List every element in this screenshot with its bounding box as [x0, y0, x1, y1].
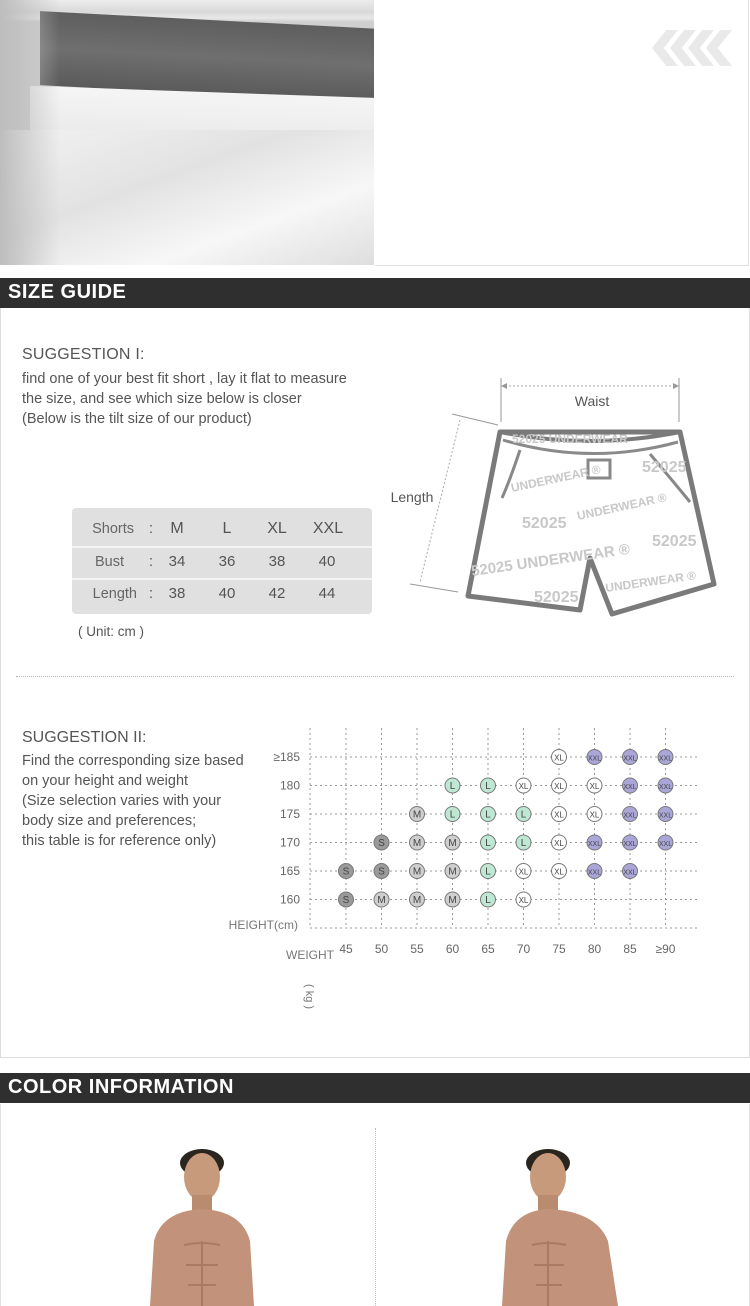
size-marker-m [374, 892, 389, 907]
svg-text:XL: XL [554, 810, 564, 820]
section-divider [16, 676, 734, 677]
weight-tick-label: 80 [587, 942, 602, 956]
svg-text:L: L [520, 838, 527, 849]
suggestion-2-line: (Size selection varies with your [22, 793, 222, 809]
size-guide-title: SIZE GUIDE [8, 281, 127, 303]
svg-text:XL: XL [589, 782, 600, 791]
shorts-diagram [380, 370, 725, 630]
size-marker-s [339, 892, 354, 907]
height-tick-label: 170 [279, 835, 300, 850]
svg-text:L: L [485, 838, 491, 849]
svg-text:M: M [448, 838, 457, 849]
size-value-cell: 34 [168, 553, 186, 570]
svg-text:XL: XL [554, 839, 564, 848]
svg-text:XXL: XXL [587, 755, 602, 763]
size-marker-xl [587, 807, 602, 822]
color-information-title: COLOR INFORMATION [8, 1076, 234, 1098]
chevrons-left-icon [652, 30, 732, 66]
size-marker-s [374, 835, 389, 850]
size-table [72, 508, 372, 614]
svg-text:XXL: XXL [623, 755, 637, 763]
waist-label: Waist [574, 393, 610, 409]
weight-tick-label: 85 [623, 942, 637, 956]
svg-text:L: L [449, 809, 456, 821]
brand-print: UNDERWEAR ® [604, 568, 697, 595]
size-table-header-row [72, 513, 372, 545]
svg-text:XXL: XXL [587, 841, 602, 848]
size-marker-xl [552, 864, 567, 879]
model-photo-right [496, 1145, 626, 1306]
size-marker-l [516, 807, 531, 822]
size-value-cell: 40 [318, 553, 336, 570]
size-cell: XXL [312, 520, 344, 537]
svg-text:XL: XL [554, 782, 564, 791]
size-marker-xxl [623, 778, 638, 793]
size-marker-xl [516, 892, 531, 907]
svg-text:XL: XL [554, 753, 564, 763]
height-weight-chart [220, 720, 720, 1010]
size-marker-m [445, 864, 460, 879]
color-divider [375, 1128, 376, 1306]
svg-text:XXL: XXL [658, 812, 673, 820]
svg-text:S: S [378, 866, 385, 878]
size-marker-s [374, 864, 389, 879]
svg-text:M: M [377, 895, 386, 906]
size-marker-l [445, 807, 460, 822]
size-table-row-length [72, 578, 372, 610]
svg-text:M: M [448, 895, 457, 906]
size-marker-s [339, 864, 354, 879]
height-tick-label: 165 [279, 864, 300, 878]
size-value-cell: 36 [218, 553, 236, 570]
size-marker-xxl [623, 807, 638, 822]
size-marker-xxl [658, 778, 673, 793]
size-guide-header [0, 278, 750, 308]
brand-print: UNDERWEAR ® [509, 462, 602, 495]
weight-tick-label: 70 [516, 942, 531, 956]
weight-tick-label: 65 [481, 942, 495, 956]
size-table-row-label: Length [92, 586, 137, 602]
svg-text:L: L [485, 895, 491, 906]
model-photo-left [140, 1145, 260, 1306]
svg-text:XXL: XXL [658, 755, 673, 763]
size-value-cell: 40 [218, 585, 236, 602]
fabric-shadow [0, 0, 60, 265]
suggestion-2-line: this table is for reference only) [22, 833, 217, 849]
size-marker-xxl [658, 750, 673, 765]
suggestion-1-title: SUGGESTION I: [22, 346, 145, 363]
size-marker-xxl [623, 835, 638, 850]
size-marker-l [481, 835, 496, 850]
size-marker-l [481, 864, 496, 879]
svg-text:M: M [448, 866, 457, 878]
suggestion-1-line: the size, and see which size below is closer [22, 391, 302, 407]
size-table-colon: : [148, 553, 154, 570]
svg-text:XXL: XXL [623, 869, 637, 877]
svg-text:XXL: XXL [623, 812, 637, 820]
size-marker-m [410, 892, 425, 907]
svg-text:S: S [378, 838, 385, 849]
suggestion-2-line: body size and preferences; [22, 813, 197, 829]
brand-print: 52025 [534, 589, 579, 606]
svg-text:M: M [412, 895, 422, 906]
svg-text:L: L [520, 809, 527, 821]
size-value-cell: 38 [268, 553, 286, 570]
size-marker-xl [516, 778, 531, 793]
size-marker-xxl [658, 835, 673, 850]
brand-print: 52025 UNDERWEAR [512, 432, 628, 446]
size-marker-xxl [587, 750, 602, 765]
svg-text:S: S [342, 895, 350, 906]
size-marker-xl [552, 778, 567, 793]
size-marker-xl [587, 778, 602, 793]
size-marker-xl [552, 807, 567, 822]
weight-unit-label: ( kg ) [303, 984, 315, 1010]
size-cell: M [170, 520, 184, 537]
size-marker-l [445, 778, 460, 793]
size-marker-xxl [587, 835, 602, 850]
size-marker-m [445, 835, 460, 850]
svg-text:XL: XL [589, 810, 600, 820]
svg-text:XXL: XXL [658, 841, 673, 848]
svg-text:L: L [485, 809, 491, 821]
size-value-cell: 44 [318, 585, 336, 602]
svg-text:XL: XL [518, 896, 529, 905]
suggestion-2-line: Find the corresponding size based [22, 753, 244, 769]
size-value-cell: 42 [268, 585, 286, 602]
size-marker-m [410, 807, 425, 822]
size-marker-m [410, 835, 425, 850]
svg-text:XXL: XXL [587, 869, 602, 877]
weight-tick-label: 55 [410, 942, 424, 956]
suggestion-1-line: (Below is the tilt size of our product) [22, 411, 252, 427]
suggestion-2-title: SUGGESTION II: [22, 729, 147, 746]
suggestion-2-line: on your height and weight [22, 773, 189, 789]
size-marker-xxl [587, 864, 602, 879]
weight-tick-label: ≥90 [655, 942, 676, 956]
size-table-row-label: Bust [94, 554, 124, 570]
size-table-colon: : [148, 585, 154, 602]
size-table-header-label: Shorts [92, 521, 134, 537]
size-marker-m [410, 864, 425, 879]
height-tick-label: 180 [279, 778, 300, 793]
color-information-header [0, 1073, 750, 1103]
svg-text:S: S [342, 866, 350, 878]
weight-tick-label: 45 [339, 942, 353, 956]
height-tick-label: 160 [279, 892, 300, 907]
brand-print: 52025 [522, 515, 567, 532]
size-marker-xxl [658, 807, 673, 822]
svg-text:XXL: XXL [623, 784, 637, 791]
size-marker-m [445, 892, 460, 907]
svg-text:L: L [449, 781, 456, 792]
svg-text:M: M [412, 838, 422, 849]
weight-tick-label: 75 [552, 942, 566, 956]
svg-text:M: M [412, 809, 422, 821]
size-marker-xl [516, 864, 531, 879]
size-marker-l [516, 835, 531, 850]
svg-text:M: M [412, 866, 422, 878]
height-tick-label: 175 [279, 807, 300, 821]
size-marker-l [481, 778, 496, 793]
weight-tick-label: 50 [374, 942, 389, 956]
size-cell: L [222, 520, 232, 537]
product-photo-waistband [0, 0, 374, 265]
svg-text:XL: XL [554, 867, 564, 877]
size-marker-xl [552, 750, 567, 765]
svg-text:L: L [485, 781, 491, 792]
svg-text:L: L [485, 866, 491, 878]
svg-text:XXL: XXL [658, 784, 673, 791]
size-cell: XL [267, 520, 287, 537]
brand-print: 52025 [652, 533, 697, 550]
weight-tick-label: 60 [445, 942, 460, 956]
suggestion-1-line: find one of your best fit short , lay it flat to measure [22, 371, 347, 387]
size-marker-xxl [623, 864, 638, 879]
svg-text:XL: XL [518, 782, 529, 791]
size-marker-l [481, 892, 496, 907]
size-table-colon: : [148, 520, 154, 537]
height-tick-label: ≥185 [273, 750, 300, 764]
weight-axis-title: WEIGHT [286, 948, 334, 962]
svg-text:XL: XL [518, 867, 529, 877]
svg-text:XXL: XXL [623, 841, 637, 848]
unit-label: ( Unit: cm ) [78, 624, 144, 639]
length-label: Length [390, 489, 434, 505]
size-marker-xxl [623, 750, 638, 765]
size-marker-l [481, 807, 496, 822]
height-axis-title: HEIGHT(cm) [228, 918, 298, 932]
size-value-cell: 38 [168, 585, 186, 602]
brand-print: 52025 [642, 459, 687, 476]
brand-print: 52025 UNDERWEAR ® [470, 540, 631, 580]
brand-print: UNDERWEAR ® [575, 490, 668, 523]
size-marker-xl [552, 835, 567, 850]
size-table-row-bust [72, 546, 372, 578]
